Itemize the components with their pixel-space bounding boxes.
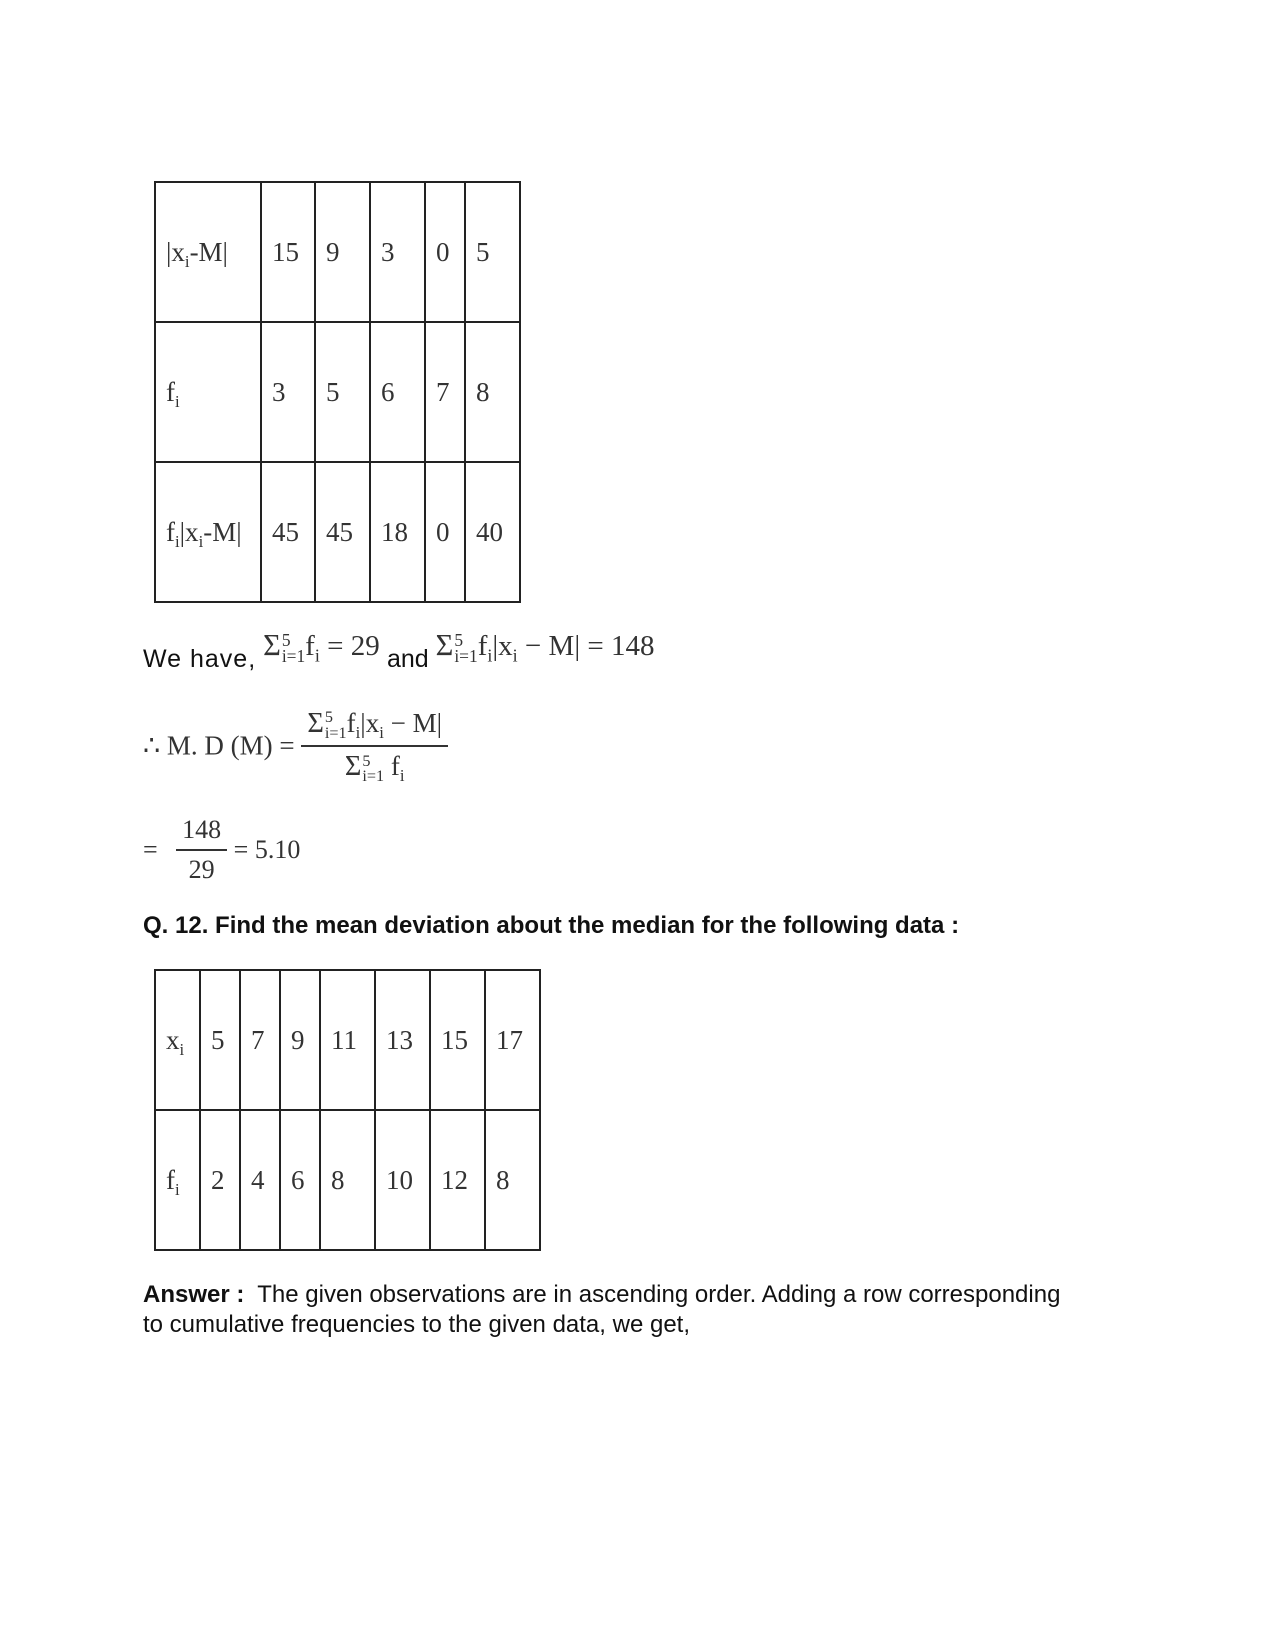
label-sub: i: [175, 531, 180, 551]
table-cell: 6: [370, 322, 425, 462]
sum-fi-value: = 29: [327, 630, 380, 662]
f-sub: i: [487, 645, 493, 666]
equals-sign: =: [143, 835, 158, 864]
sum-limits: [325, 710, 347, 741]
sum-fi-expression: [263, 628, 387, 667]
table-cell: 5: [200, 970, 240, 1110]
sum-limits: [454, 629, 478, 667]
table-cell: 9: [280, 970, 320, 1110]
md-result: [143, 815, 300, 885]
sigma-symbol: Σ: [344, 751, 362, 783]
table-cell: 45: [315, 462, 370, 602]
sum-lower: i=1: [362, 766, 385, 785]
answer-text-2: to cumulative frequencies to the given data, we get,: [143, 1311, 690, 1338]
sum-fi-dev-expression: [435, 628, 655, 667]
table-cell: 0: [425, 182, 465, 322]
question-12: Q. 12. Find the mean deviation about the median for the following data :: [143, 912, 960, 939]
row-label: [155, 182, 261, 322]
table-cell: 5: [315, 322, 370, 462]
table-cell: 2: [200, 1110, 240, 1250]
sigma-symbol: Σ: [435, 628, 454, 662]
label-text: -M|: [203, 516, 242, 547]
table-cell: 10: [375, 1110, 430, 1250]
sum-upper: 5: [362, 751, 371, 770]
label-text: x: [166, 1024, 180, 1055]
table-cell: 8: [465, 322, 520, 462]
label-sub: i: [175, 391, 180, 411]
md-numerator: [301, 708, 448, 745]
deviation-table: [154, 181, 521, 603]
answer-block: [143, 1280, 1060, 1340]
table-row: [155, 970, 540, 1110]
result-denominator: 29: [176, 849, 227, 885]
table-cell: 12: [430, 1110, 485, 1250]
row-label: [155, 970, 200, 1110]
md-lhs: ∴ M. D (M) =: [143, 730, 295, 761]
and-text: and: [386, 645, 429, 673]
f-symbol: f: [346, 708, 356, 738]
label-text: |x: [179, 516, 199, 547]
minus-m: − M|: [524, 630, 581, 662]
table-cell: 6: [280, 1110, 320, 1250]
label-sub: i: [179, 1039, 185, 1059]
table-cell: 0: [425, 462, 465, 602]
answer-line-1: [143, 1280, 1060, 1310]
f-sub: i: [399, 766, 405, 786]
label-text: -M|: [189, 236, 228, 267]
md-denominator: [301, 745, 448, 784]
we-have-text: We have,: [143, 645, 257, 673]
table-cell: 5: [465, 182, 520, 322]
frequency-table: [154, 969, 541, 1251]
x-sub: i: [379, 722, 384, 742]
result-fraction: [176, 815, 227, 885]
row-label: [155, 462, 261, 602]
table-cell: 40: [465, 462, 520, 602]
table-cell: 15: [261, 182, 315, 322]
f-sub: i: [314, 645, 320, 666]
table-row: [155, 462, 520, 602]
sigma-symbol: Σ: [263, 628, 281, 662]
we-have-line: [143, 628, 655, 677]
f-symbol: f: [477, 630, 488, 662]
sum-lower: i=1: [281, 646, 306, 667]
sum-limits: [281, 629, 306, 667]
table-cell: 3: [261, 322, 315, 462]
md-formula: [143, 708, 448, 784]
sum-limits: [362, 751, 385, 785]
label-sub: i: [198, 531, 204, 551]
row-label: [155, 1110, 200, 1250]
table-cell: 9: [315, 182, 370, 322]
table-cell: 18: [370, 462, 425, 602]
label-text: |x: [166, 236, 185, 267]
table-cell: 13: [375, 970, 430, 1110]
answer-text-1: The given observations are in ascending order. Adding a row corresponding: [257, 1281, 1061, 1308]
minus-m: − M|: [390, 708, 442, 738]
x-sub: i: [512, 645, 518, 666]
table-cell: 11: [320, 970, 375, 1110]
result-value: = 5.10: [233, 835, 301, 864]
answer-label: Answer :: [143, 1281, 245, 1308]
sum-dev-value: = 148: [587, 630, 655, 662]
sum-upper: 5: [281, 629, 291, 650]
label-sub: i: [175, 1179, 180, 1199]
label-text: f: [166, 376, 175, 407]
sigma-symbol: Σ: [307, 708, 324, 739]
table-cell: 8: [485, 1110, 540, 1250]
table-cell: 8: [320, 1110, 375, 1250]
f-sub: i: [355, 722, 361, 742]
table-cell: 7: [240, 970, 280, 1110]
x-abs: |x: [360, 708, 380, 738]
sum-upper: 5: [324, 708, 333, 727]
table-cell: 3: [370, 182, 425, 322]
row-label: [155, 322, 261, 462]
label-text: f: [166, 516, 175, 547]
f-symbol: f: [390, 751, 400, 782]
x-abs: |x: [492, 630, 513, 662]
f-symbol: f: [305, 630, 315, 662]
table-cell: 4: [240, 1110, 280, 1250]
table-row: [155, 322, 520, 462]
label-sub: i: [184, 251, 190, 271]
table-row: [155, 1110, 540, 1250]
sum-lower: i=1: [454, 646, 478, 667]
table-cell: 7: [425, 322, 465, 462]
table-cell: 45: [261, 462, 315, 602]
md-fraction: [301, 708, 448, 784]
result-numerator: 148: [182, 815, 222, 844]
table-cell: 15: [430, 970, 485, 1110]
sum-upper: 5: [454, 629, 464, 650]
sum-lower: i=1: [324, 723, 347, 742]
label-text: f: [166, 1164, 175, 1195]
table-cell: 17: [485, 970, 540, 1110]
table-row: [155, 182, 520, 322]
